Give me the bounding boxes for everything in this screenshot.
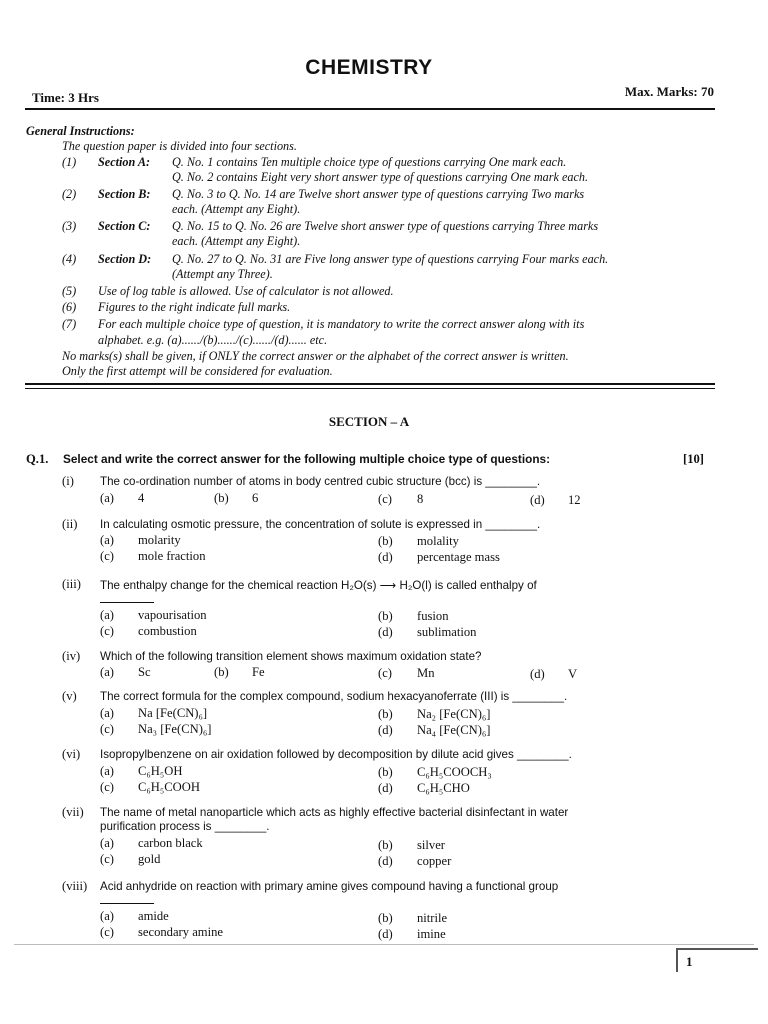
instr-line: Q. No. 15 to Q. No. 26 are Twelve short answer type of questions carrying Three marks — [172, 219, 599, 233]
option-d: C₆H₅CHO — [417, 781, 470, 795]
time-allowed: Time: 3 Hrs — [32, 90, 99, 105]
opt-letter: (c) — [100, 624, 114, 638]
subq-text: Acid anhydride on reaction with primary amine gives compound having a functional group — [100, 880, 559, 893]
answer-blank — [100, 592, 154, 603]
answer-blank — [100, 893, 154, 904]
instr-label-2: Section B: — [98, 187, 151, 201]
option-d: copper — [417, 854, 452, 868]
opt-letter: (a) — [100, 764, 114, 778]
instructions-note-1: No marks(s) shall be given, if ONLY the correct answer or the alphabet of the correct answer is written. — [62, 349, 569, 363]
instr-line: Q. No. 3 to Q. No. 14 are Twelve short answer type of questions carrying Two marks — [172, 187, 585, 201]
opt-letter: (d) — [530, 493, 545, 507]
question-number: Q.1. — [26, 452, 49, 466]
option-a: amide — [138, 909, 169, 923]
subq-text: Which of the following transition element shows maximum oxidation state? — [100, 650, 482, 663]
option-b: 6 — [252, 491, 259, 505]
opt-letter: (a) — [100, 706, 114, 720]
opt-letter: (a) — [100, 491, 114, 505]
instr-num-7: (7) — [62, 317, 77, 331]
opt-letter: (b) — [378, 609, 393, 623]
option-b: C₆H₅COOCH₃ — [417, 765, 492, 779]
opt-letter: (c) — [100, 925, 114, 939]
max-marks: Max. Marks: 70 — [624, 84, 714, 99]
opt-letter: (b) — [378, 838, 393, 852]
opt-letter: (a) — [100, 608, 114, 622]
option-b: silver — [417, 838, 445, 852]
option-d: V — [568, 667, 578, 681]
subq-text: The enthalpy change for the chemical reaction H₂O(s) ⟶ H₂O(l) is called enthalpy of — [100, 579, 537, 592]
opt-letter: (c) — [100, 549, 114, 563]
opt-letter: (b) — [378, 765, 393, 779]
subq-num: (iii) — [62, 577, 81, 591]
option-c: C₆H₅COOH — [138, 780, 200, 794]
instr-line: Q. No. 27 to Q. No. 31 are Five long answer type of questions carrying Four marks each. — [172, 252, 609, 266]
option-c: Na₃ [Fe(CN)₆] — [138, 722, 212, 736]
opt-letter: (b) — [378, 534, 393, 548]
opt-letter: (b) — [214, 491, 229, 505]
instr-text-5: Use of log table is allowed. Use of calculator is not allowed. — [98, 284, 394, 298]
opt-letter: (c) — [100, 780, 114, 794]
instructions-note-2: Only the first attempt will be considered for evaluation. — [62, 364, 333, 378]
option-d: 12 — [568, 493, 581, 507]
subq-num: (ii) — [62, 517, 78, 531]
opt-letter: (c) — [378, 492, 392, 506]
instructions-rule-bottom — [25, 388, 715, 389]
instr-num-1: (1) — [62, 155, 77, 169]
opt-letter: (b) — [378, 911, 393, 925]
option-c: mole fraction — [138, 549, 206, 563]
subq-text: The co-ordination number of atoms in body centred cubic structure (bcc) is ________. — [100, 475, 541, 488]
header-rule — [25, 108, 715, 110]
option-b: Na₂ [Fe(CN)₆] — [417, 707, 491, 721]
instr-num-6: (6) — [62, 300, 77, 314]
opt-letter: (d) — [378, 723, 393, 737]
option-d: imine — [417, 927, 446, 941]
instr-line: Q. No. 2 contains Eight very short answer type of questions carrying One mark each. — [172, 170, 589, 184]
instr-line: (Attempt any Three). — [172, 267, 273, 281]
option-a: Sc — [138, 665, 151, 679]
option-a: C₆H₅OH — [138, 764, 183, 778]
page-number: 1 — [686, 954, 693, 969]
opt-letter: (b) — [378, 707, 393, 721]
opt-letter: (a) — [100, 836, 114, 850]
instr-line: For each multiple choice type of question, it is mandatory to write the correct answer along with its — [98, 317, 585, 331]
opt-letter: (a) — [100, 909, 114, 923]
opt-letter: (a) — [100, 665, 114, 679]
option-d: sublimation — [417, 625, 477, 639]
subq-num: (vi) — [62, 747, 81, 761]
opt-letter: (d) — [378, 550, 393, 564]
option-c: 8 — [417, 492, 424, 506]
opt-letter: (a) — [100, 533, 114, 547]
opt-letter: (c) — [378, 666, 392, 680]
option-c: secondary amine — [138, 925, 223, 939]
opt-letter: (d) — [378, 625, 393, 639]
option-a: vapourisation — [138, 608, 207, 622]
instr-num-5: (5) — [62, 284, 77, 298]
opt-letter: (d) — [378, 927, 393, 941]
subq-text: In calculating osmotic pressure, the concentration of solute is expressed in ________. — [100, 518, 541, 531]
instructions-heading: General Instructions: — [26, 124, 135, 138]
option-d: Na₄ [Fe(CN)₆] — [417, 723, 491, 737]
paper-title: CHEMISTRY — [305, 56, 433, 79]
opt-letter: (c) — [100, 852, 114, 866]
section-title: SECTION – A — [328, 414, 410, 429]
option-a: molarity — [138, 533, 181, 547]
subq-text-continued: purification process is ________. — [100, 820, 270, 833]
opt-letter: (d) — [378, 781, 393, 795]
option-c: combustion — [138, 624, 197, 638]
subq-num: (vii) — [62, 805, 84, 819]
option-a: 4 — [138, 491, 145, 505]
instructions-intro: The question paper is divided into four sections. — [62, 139, 297, 153]
instr-line: Q. No. 1 contains Ten multiple choice type of questions carrying One mark each. — [172, 155, 567, 169]
footer-rule — [14, 944, 754, 945]
instr-num-2: (2) — [62, 187, 77, 201]
option-d: percentage mass — [417, 550, 500, 564]
opt-letter: (d) — [378, 854, 393, 868]
question-text: Select and write the correct answer for the following multiple choice type of questions: — [63, 452, 551, 466]
option-c: gold — [138, 852, 161, 866]
instructions-rule-top — [25, 383, 715, 385]
opt-letter: (d) — [530, 667, 545, 681]
instr-text-6: Figures to the right indicate full marks. — [98, 300, 291, 314]
subq-num: (v) — [62, 689, 77, 703]
subq-num: (iv) — [62, 649, 81, 663]
subq-text: Isopropylbenzene on air oxidation followed by decomposition by dilute acid gives ________. — [100, 748, 572, 761]
option-b: fusion — [417, 609, 449, 623]
instr-num-3: (3) — [62, 219, 77, 233]
option-b: molality — [417, 534, 459, 548]
subq-text: The name of metal nanoparticle which acts as highly effective bacterial disinfectant in water — [100, 806, 569, 819]
subq-num: (viii) — [62, 879, 88, 893]
option-b: nitrile — [417, 911, 448, 925]
instr-line: each. (Attempt any Eight). — [172, 234, 301, 248]
opt-letter: (c) — [100, 722, 114, 736]
subq-text: The correct formula for the complex compound, sodium hexacyanoferrate (III) is ________. — [100, 690, 568, 703]
instr-label-4: Section D: — [98, 252, 152, 266]
opt-letter: (b) — [214, 665, 229, 679]
instr-line: alphabet. e.g. (a)....../(b)....../(c)....../(d)...... etc. — [98, 333, 328, 347]
instr-num-4: (4) — [62, 252, 77, 266]
option-a: Na [Fe(CN)₆] — [138, 706, 208, 720]
instr-label-3: Section C: — [98, 219, 151, 233]
instr-label-1: Section A: — [98, 155, 151, 169]
option-b: Fe — [252, 665, 265, 679]
subq-num: (i) — [62, 474, 74, 488]
question-marks: [10] — [683, 452, 704, 466]
option-a: carbon black — [138, 836, 203, 850]
instr-line: each. (Attempt any Eight). — [172, 202, 301, 216]
option-c: Mn — [417, 666, 435, 680]
